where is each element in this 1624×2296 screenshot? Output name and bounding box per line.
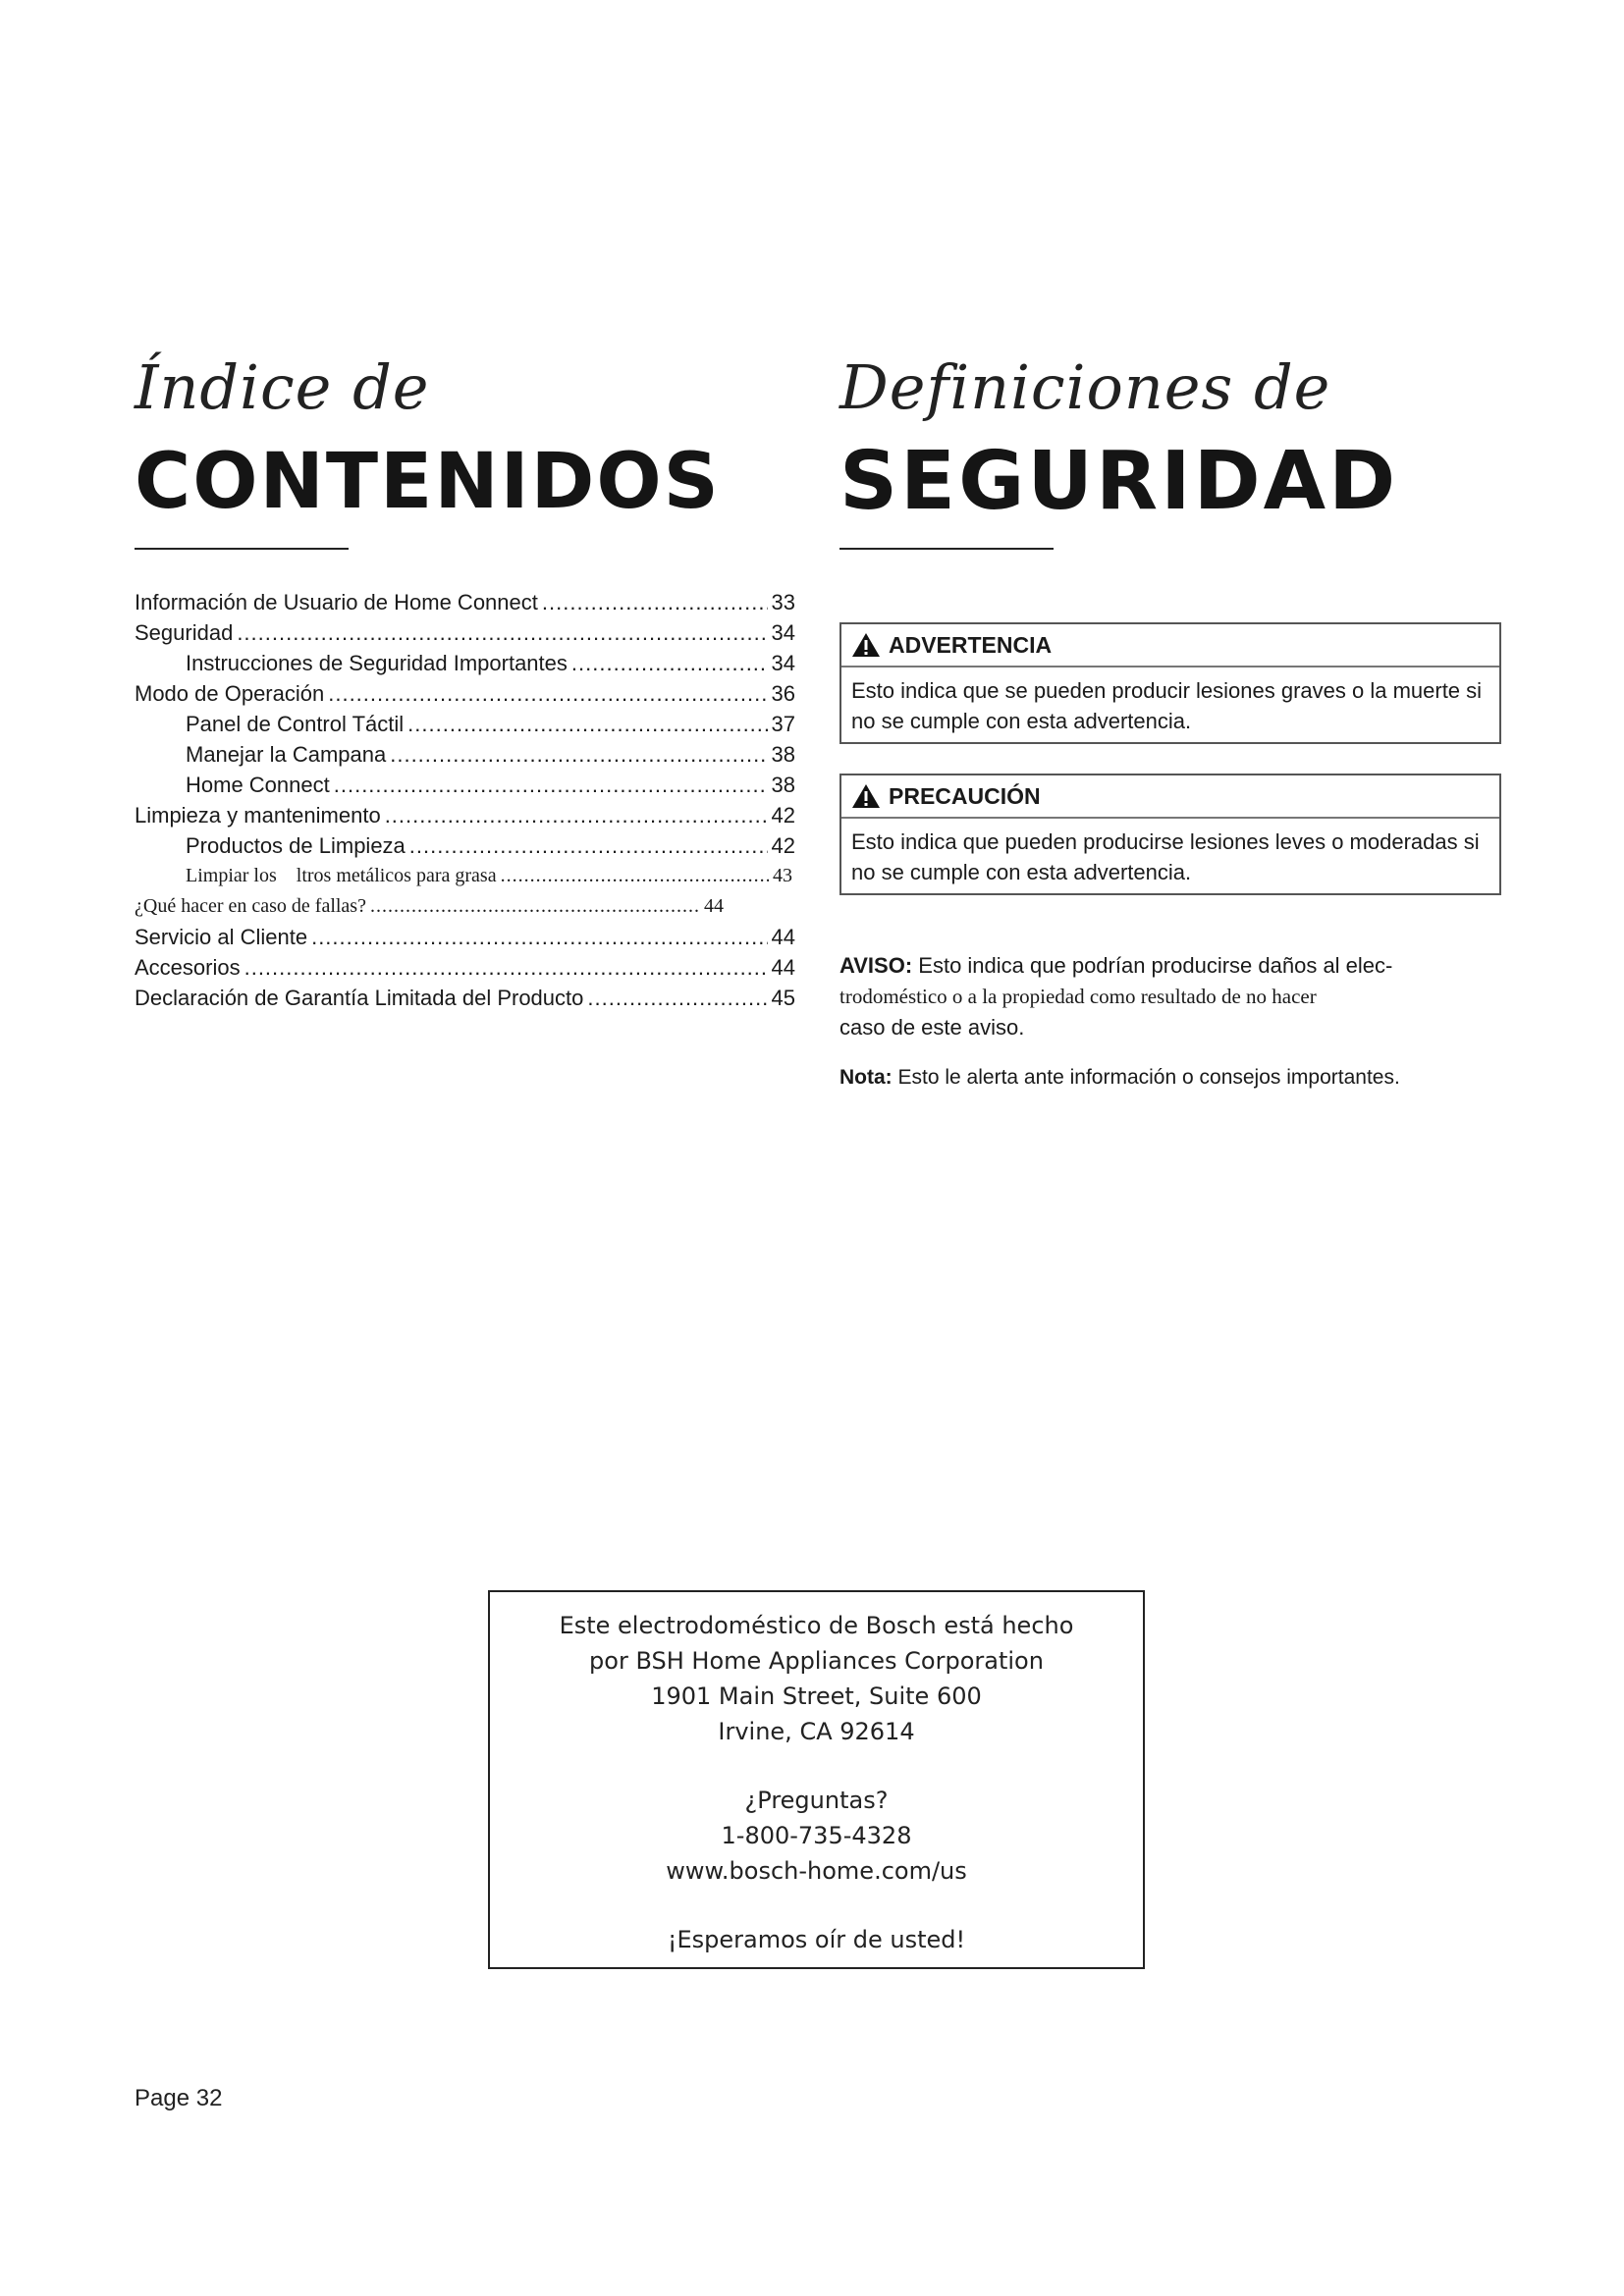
toc-leader: [237, 617, 767, 648]
toc-leader: [370, 891, 700, 922]
contact-questions: ¿Preguntas?: [744, 1787, 889, 1814]
toc-entry-label: Modo de Operación: [135, 681, 325, 706]
toc-entry-label: Limpieza y mantenimento: [135, 803, 381, 828]
toc-entry-label: Servicio al Cliente: [135, 925, 308, 949]
warning-triangle-icon: [851, 632, 881, 658]
toc-entry-label: Instrucciones de Seguridad Importantes: [186, 651, 568, 675]
toc-entry-label: Home Connect: [186, 773, 330, 797]
toc-column: [135, 348, 802, 1013]
page-number: Page 32: [135, 2085, 223, 2111]
toc-entry[interactable]: [135, 983, 795, 1013]
caution-box: [839, 774, 1501, 895]
toc-entry[interactable]: [135, 587, 795, 617]
toc-entry-label: Manejar la Campana: [186, 742, 387, 767]
warning-box: [839, 622, 1501, 744]
toc-entry-page: 42: [771, 833, 795, 858]
warning-text: Esto indica que se pueden producir lesiones graves o la muerte si no se cumple con esta advertencia.: [851, 678, 1483, 733]
toc-entry[interactable]: [135, 709, 795, 739]
safety-script-title: Definiciones de: [839, 351, 1331, 423]
toc-entry-page: 33: [771, 590, 795, 614]
caution-text: Esto indica que pueden producirse lesiones leves o moderadas si no se cumple con esta advertencia.: [851, 829, 1480, 884]
toc-leader: [542, 587, 768, 617]
caution-label: PRECAUCIÓN: [889, 782, 1041, 809]
toc-script-title: Índice de: [135, 351, 430, 423]
toc-leader: [390, 739, 767, 770]
toc-entry[interactable]: [135, 800, 795, 830]
notice-text-b: trodoméstico o a la propiedad como resultado de no hacer: [839, 985, 1317, 1008]
toc-entry-page: 34: [771, 651, 795, 675]
toc-leader: [385, 800, 768, 830]
notice-paragraph: [839, 950, 1497, 1042]
toc-entry-page: 44: [704, 895, 724, 917]
toc-entry[interactable]: [135, 861, 792, 891]
toc-leader: [328, 678, 767, 709]
toc-leader: [334, 770, 768, 800]
toc-entry[interactable]: [135, 739, 795, 770]
toc-entry-page: 43: [773, 865, 792, 886]
warning-header: [841, 624, 1499, 667]
contact-box: [488, 1590, 1145, 1969]
notice-label: AVISO:: [839, 953, 913, 978]
warning-label: ADVERTENCIA: [889, 631, 1053, 658]
toc-leader: [571, 648, 768, 678]
toc-entry-page: 38: [771, 773, 795, 797]
toc-entry-page: 37: [771, 712, 795, 736]
warning-triangle-icon: [851, 783, 881, 809]
toc-leader: [587, 983, 767, 1013]
toc-entry-page: 44: [771, 955, 795, 980]
toc-leader: [311, 922, 767, 952]
toc-entry-page: 44: [771, 925, 795, 949]
toc-entry-label: Información de Usuario de Home Connect: [135, 590, 538, 614]
contact-website[interactable]: www.bosch-home.com/us: [666, 1857, 967, 1885]
contact-line-2: por BSH Home Appliances Corporation: [589, 1647, 1044, 1675]
toc-entry[interactable]: [135, 830, 795, 861]
toc-entry-label: Declaración de Garantía Limitada del Producto: [135, 986, 584, 1010]
toc-entry-page: 42: [771, 803, 795, 828]
safety-title: SEGURIDAD: [839, 435, 1399, 528]
note-label: Nota:: [839, 1066, 893, 1089]
toc-leader: [501, 861, 769, 891]
toc-entry[interactable]: [135, 678, 795, 709]
toc-entry-label: Limpiar los ltros metálicos para grasa: [186, 865, 497, 886]
toc-entry-page: 38: [771, 742, 795, 767]
toc-entry-page: 36: [771, 681, 795, 706]
toc-leader: [244, 952, 768, 983]
contact-closing: ¡Esperamos oír de usted!: [667, 1926, 966, 1953]
notice-text-c: caso de este aviso.: [839, 1015, 1025, 1040]
notice-text-a: Esto indica que podrían producirse daños al elec-: [918, 953, 1393, 978]
toc-entry-label: Seguridad: [135, 620, 234, 645]
toc-entry-label: Productos de Limpieza: [186, 833, 406, 858]
contact-address: 1901 Main Street, Suite 600: [651, 1682, 982, 1710]
toc-entry[interactable]: [135, 770, 795, 800]
toc-title: CONTENIDOS: [135, 438, 721, 526]
toc-entry[interactable]: [135, 648, 795, 678]
safety-column: [839, 348, 1507, 1093]
contact-line-1: Este electrodoméstico de Bosch está hecho: [559, 1612, 1074, 1639]
toc-entry-label: ¿Qué hacer en caso de fallas?: [135, 895, 366, 917]
toc-entry-page: 34: [771, 620, 795, 645]
toc-entry[interactable]: [135, 891, 724, 922]
toc-leader: [409, 830, 768, 861]
toc-entry[interactable]: [135, 922, 795, 952]
toc-entry-label: Panel de Control Táctil: [186, 712, 405, 736]
toc-entry-page: 45: [771, 986, 795, 1010]
toc-title-rule: [135, 548, 349, 550]
contact-city: Irvine, CA 92614: [718, 1718, 915, 1745]
toc-entry[interactable]: [135, 952, 795, 983]
toc-entry[interactable]: [135, 617, 795, 648]
toc-list: [135, 587, 795, 1013]
toc-entry-label: Accesorios: [135, 955, 241, 980]
note-text: Esto le alerta ante información o consejos importantes.: [897, 1066, 1400, 1089]
contact-phone[interactable]: 1-800-735-4328: [721, 1822, 912, 1849]
toc-leader: [407, 709, 767, 739]
note-paragraph: [839, 1062, 1507, 1093]
caution-header: [841, 775, 1499, 819]
